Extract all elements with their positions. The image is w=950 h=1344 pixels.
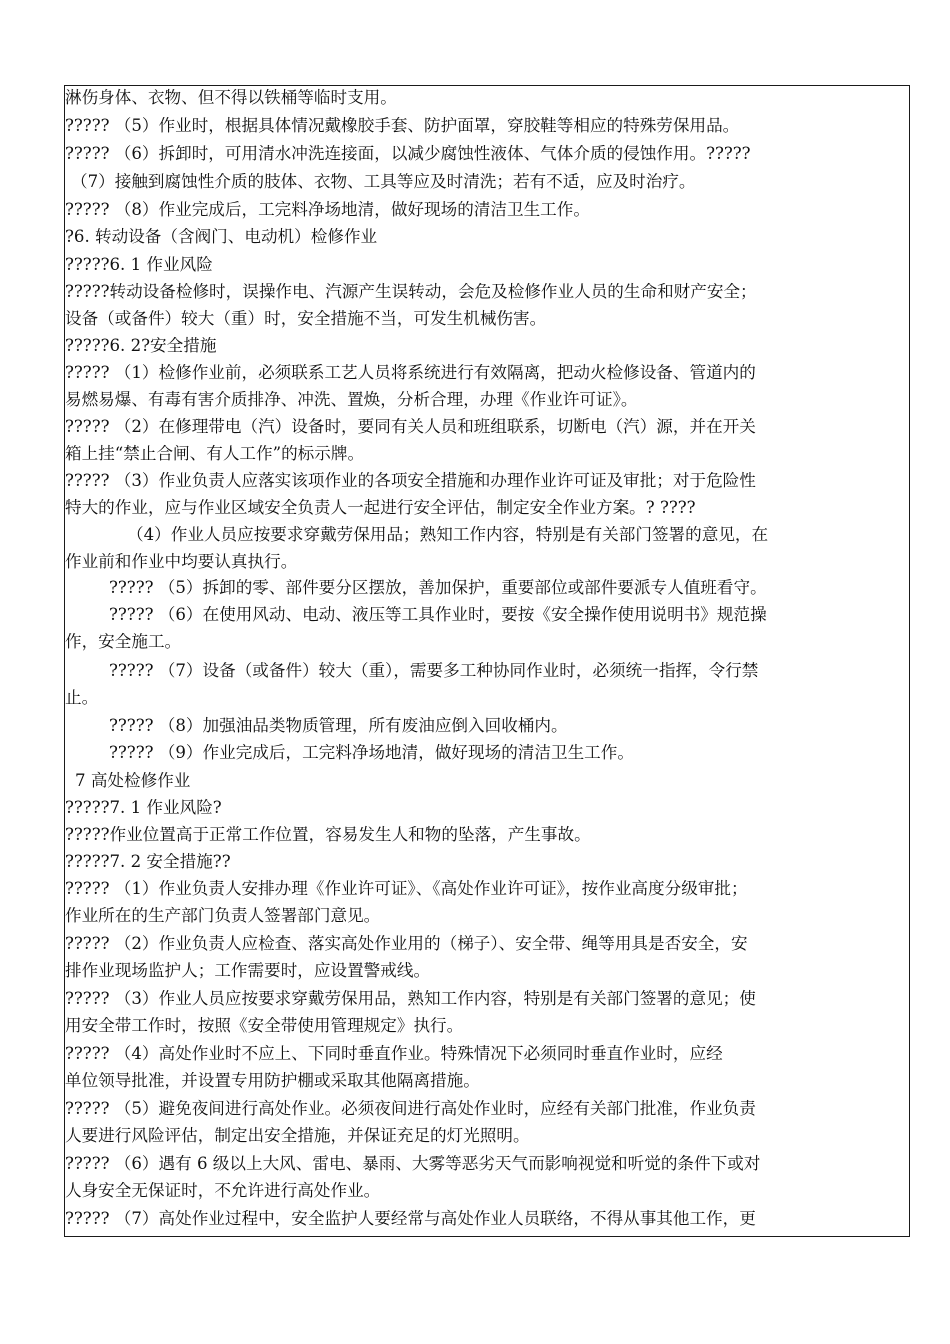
text-line: ????? （6）遇有 6 级以上大风、雷电、暴雨、大雾等恶劣天气而影响视觉和听觉的条件下或对: [65, 1154, 761, 1173]
subsection-heading: ?????7. 1 作业风险?: [65, 798, 222, 817]
text-line: ????? （3）作业人员应按要求穿戴劳保用品，熟知工作内容，特别是有关部门签署的意见；使: [65, 989, 756, 1008]
text-line: ????? （6）在使用风动、电动、液压等工具作业时，要按《安全操作使用说明书》规范操: [109, 605, 767, 624]
text-line: 用安全带工作时，按照《安全带使用管理规定》执行。: [65, 1016, 464, 1035]
text-line: ????? （7）高处作业过程中，安全监护人要经常与高处作业人员联络，不得从事其他工作，更: [65, 1209, 756, 1228]
text-line: 人身安全无保证时，不允许进行高处作业。: [65, 1181, 381, 1200]
subsection-heading: ?????7. 2 安全措施??: [65, 852, 231, 871]
text-line: （4）作业人员应按要求穿戴劳保用品；熟知工作内容，特别是有关部门签署的意见，在: [127, 525, 769, 544]
text-line: 作，安全施工。: [65, 632, 182, 651]
section-heading: ?6. 转动设备（含阀门、电动机）检修作业: [65, 227, 378, 246]
text-line: ????? （2）在修理带电（汽）设备时，要同有关人员和班组联系，切断电（汽）源，并在开关: [65, 417, 756, 436]
text-line: 止。: [65, 688, 99, 707]
text-line: ????? （1）检修作业前，必须联系工艺人员将系统进行有效隔离，把动火检修设备、管道内的: [65, 363, 756, 382]
text-line: ????? （5）作业时，根据具体情况戴橡胶手套、防护面罩，穿胶鞋等相应的特殊劳保用品。: [65, 116, 740, 135]
text-line: ????? （8）作业完成后，工完料净场地清，做好现场的清洁卫生工作。: [65, 200, 590, 219]
bordered-text-box: [64, 85, 910, 1237]
text-line: ????? （8）加强油品类物质管理，所有废油应倒入回收桶内。: [109, 716, 568, 735]
text-line: ????? （5）拆卸的零、部件要分区摆放，善加保护，重要部位或部件要派专人值班看守。: [109, 578, 767, 597]
subsection-heading: ?????6. 2?安全措施: [65, 336, 217, 355]
text-line: ?????作业位置高于正常工作位置，容易发生人和物的坠落，产生事故。: [65, 825, 591, 844]
text-line: ????? （7）设备（或备件）较大（重），需要多工种协同作业时，必须统一指挥，令行禁: [109, 661, 759, 680]
text-line: ????? （2）作业负责人应检查、落实高处作业用的（梯子）、安全带、绳等用具是否安全，安: [65, 934, 748, 953]
text-line: 淋伤身体、衣物、但不得以铁桶等临时支用。: [65, 88, 397, 107]
text-line: 箱上挂“禁止合闸、有人工作”的标示牌。: [65, 444, 365, 463]
text-line: 单位领导批准，并设置专用防护棚或采取其他隔离措施。: [65, 1071, 480, 1090]
text-line: 特大的作业，应与作业区域安全负责人一起进行安全评估，制定安全作业方案。? ????: [65, 498, 696, 517]
text-line: ????? （5）避免夜间进行高处作业。必须夜间进行高处作业时，应经有关部门批准，作业负责: [65, 1099, 756, 1118]
text-line: 排作业现场监护人；工作需要时，应设置警戒线。: [65, 961, 431, 980]
text-line: （7）接触到腐蚀性介质的肢体、衣物、工具等应及时清洗；若有不适，应及时治疗。: [71, 172, 696, 191]
text-line: 作业所在的生产部门负责人签署部门意见。: [65, 906, 381, 925]
text-line: 人要进行风险评估，制定出安全措施，并保证充足的灯光照明。: [65, 1126, 530, 1145]
text-line: 易燃易爆、有毒有害介质排净、冲洗、置焕，分析合理，办理《作业许可证》。: [65, 390, 638, 409]
text-line: ????? （9）作业完成后，工完料净场地清，做好现场的清洁卫生工作。: [109, 743, 634, 762]
text-line: ????? （6）拆卸时，可用清水冲洗连接面，以减少腐蚀性液体、气体介质的侵蚀作用。?????: [65, 144, 751, 163]
text-line: ????? （1）作业负责人安排办理《作业许可证》、《高处作业许可证》，按作业高度分级审批；: [65, 879, 748, 898]
text-line: ?????转动设备检修时，误操作电、汽源产生误转动，会危及检修作业人员的生命和财产安全；: [65, 282, 757, 301]
section-heading: 7 高处检修作业: [75, 771, 191, 790]
text-line: ????? （3）作业负责人应落实该项作业的各项安全措施和办理作业许可证及审批；对于危险性: [65, 471, 756, 490]
text-line: 设备（或备件）较大（重）时，安全措施不当，可发生机械伤害。: [65, 309, 547, 328]
subsection-heading: ?????6. 1 作业风险: [65, 255, 213, 274]
text-line: 作业前和作业中均要认真执行。: [65, 552, 298, 571]
text-line: ????? （4）高处作业时不应上、下同时垂直作业。特殊情况下必须同时垂直作业时，应经: [65, 1044, 723, 1063]
